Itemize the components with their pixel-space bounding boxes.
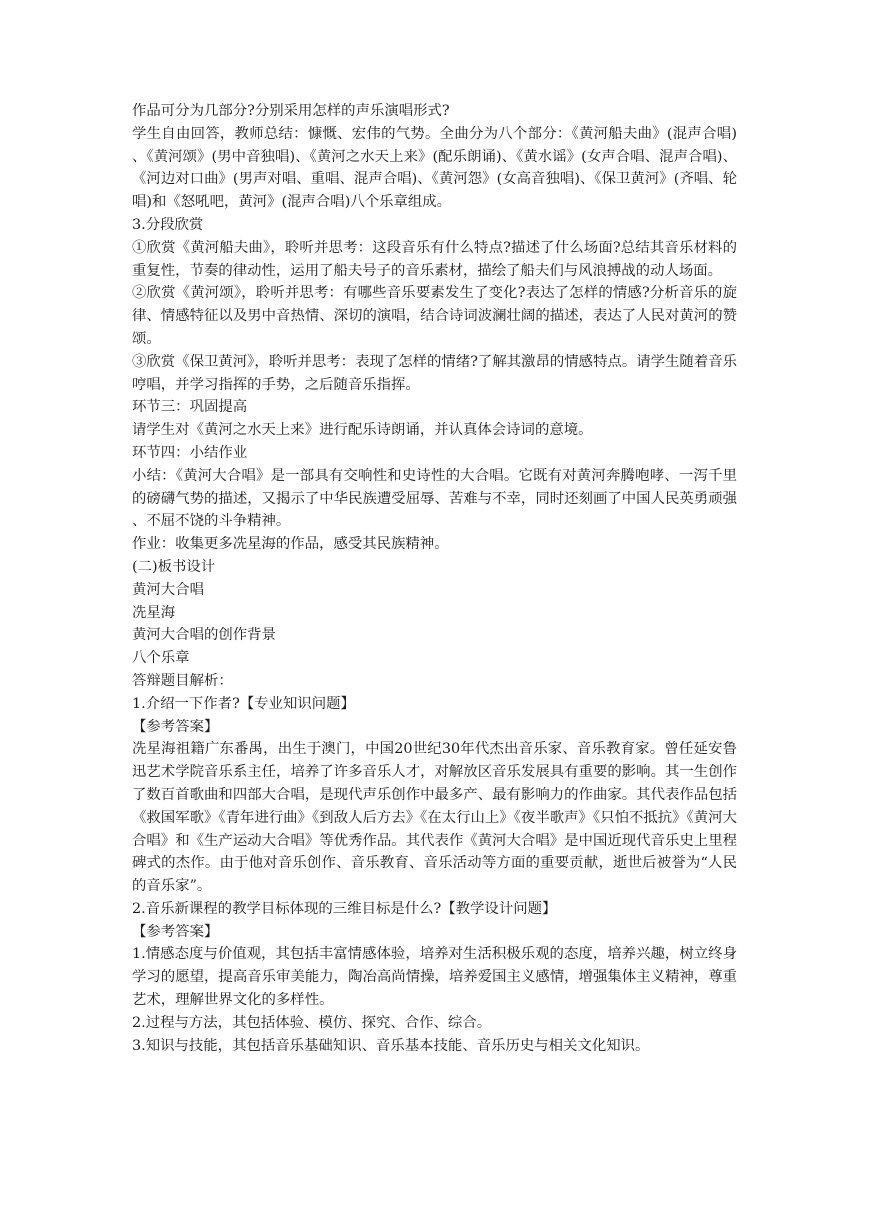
reference-answer-label-two: 【参考答案】 — [132, 923, 219, 940]
answer-two-point-two: 2.过程与方法，其包括体验、模仿、探究、合作、综合。 — [132, 1014, 492, 1031]
paragraph-ode-yellow-river: ②欣赏《黄河颂》，聆听并思考：有哪些音乐要素发生了变化?表达了怎样的情感?分析音乐的旋律、情感特征以及男中音热情、深切的演唱，结合诗词波澜壮阔的描述，表达了人民对黄河的赞颂。 — [132, 285, 737, 347]
section-heading-board-design: (二)板书设计 — [132, 558, 216, 575]
paragraph-poem-recitation: 请学生对《黄河之水天上来》进行配乐诗朗诵，并认真体会诗词的意境。 — [132, 422, 593, 439]
board-line-background: 黄河大合唱的创作背景 — [132, 627, 276, 644]
answer-two-point-one: 1.情感态度与价值观，其包括丰富情感体验，培养对生活积极乐观的态度，培养兴趣，树立终身学习的愿望，提高音乐审美能力，陶冶高尚情操，培养爱国主义感情，增强集体主义精神，尊重艺术，理解世界文化的多样性。 — [132, 946, 737, 1009]
paragraph-summary: 小结：《黄河大合唱》是一部具有交响性和史诗性的大合唱。它既有对黄河奔腾咆哮、一泻千里的磅礴气势的描述，又揭示了中华民族遭受屈辱、苦难与不幸，同时还刻画了中国人民英勇顽强、不屈不饶的斗争精神。 — [132, 467, 737, 530]
board-line-composer: 冼星海 — [132, 604, 176, 621]
section-heading-step-four: 环节四：小结作业 — [132, 444, 248, 461]
paragraph-boatman-song: ①欣赏《黄河船夫曲》，聆听并思考：这段音乐有什么特点?描述了什么场面?总结其音乐材料的重复性，节奏的律动性，运用了船夫号子的音乐素材，描绘了船夫们与风浪搏战的动人场面。 — [132, 239, 737, 279]
paragraph-homework: 作业：收集更多冼星海的作品，感受其民族精神。 — [132, 536, 449, 553]
paragraph-question-parts: 作品可分为几部分?分别采用怎样的声乐演唱形式? — [132, 103, 450, 119]
question-two: 2.音乐新课程的教学目标体现的三维目标是什么?【教学设计问题】 — [132, 900, 557, 917]
section-heading-step-three: 环节三：巩固提高 — [132, 399, 248, 416]
reference-answer-label-one: 【参考答案】 — [132, 718, 219, 735]
paragraph-defend-yellow-river: ③欣赏《保卫黄河》，聆听并思考：表现了怎样的情绪?了解其激昂的情感特点。请学生随着音乐哼唱，并学习指挥的手势，之后随音乐指挥。 — [132, 353, 737, 393]
question-one: 1.介绍一下作者?【专业知识问题】 — [132, 695, 355, 712]
paragraph-teacher-summary: 学生自由回答，教师总结：慷慨、宏伟的气势。全曲分为八个部分：《黄河船夫曲》(混声合唱)、《黄河颂》(男中音独唱)、《黄河之水天上来》(配乐朗诵)、《黄水谣》(女声合唱、混声合唱)、《河边对口曲》(男声对唱、重唱、混声合唱)、《黄河怨》(女高音独唱)、《保卫黄河》(齐唱、轮唱)和《怒吼吧，黄河》(混声合唱)八个乐章组成。 — [132, 125, 737, 211]
answer-one-text: 冼星海祖籍广东番禺，出生于澳门，中国20世纪30年代杰出音乐家、音乐教育家。曾任延安鲁迅艺术学院音乐系主任，培养了许多音乐人才，对解放区音乐发展具有重要的影响。其一生创作了数百首歌曲和四部大合唱，是现代声乐创作中最多产、最有影响力的作曲家。其代表作品包括《救国军歌》《青年进行曲》《到敌人后方去》《在太行山上》《夜半歌声》《只怕不抵抗》《黄河大合唱》和《生产运动大合唱》等优秀作品。其代表作《黄河大合唱》是中国近现代音乐史上里程碑式的杰作。由于他对音乐创作、音乐教育、音乐活动等方面的重要贡献，逝世后被誉为“人民的音乐家”。 — [132, 741, 737, 895]
answer-two-point-three: 3.知识与技能，其包括音乐基础知识、音乐基本技能、音乐历史与相关文化知识。 — [132, 1037, 650, 1054]
section-heading-segment-appreciation: 3.分段欣赏 — [132, 216, 204, 233]
board-line-movements: 八个乐章 — [132, 650, 190, 667]
board-line-title: 黄河大合唱 — [132, 581, 204, 598]
section-heading-defense-analysis: 答辩题目解析： — [132, 672, 233, 689]
